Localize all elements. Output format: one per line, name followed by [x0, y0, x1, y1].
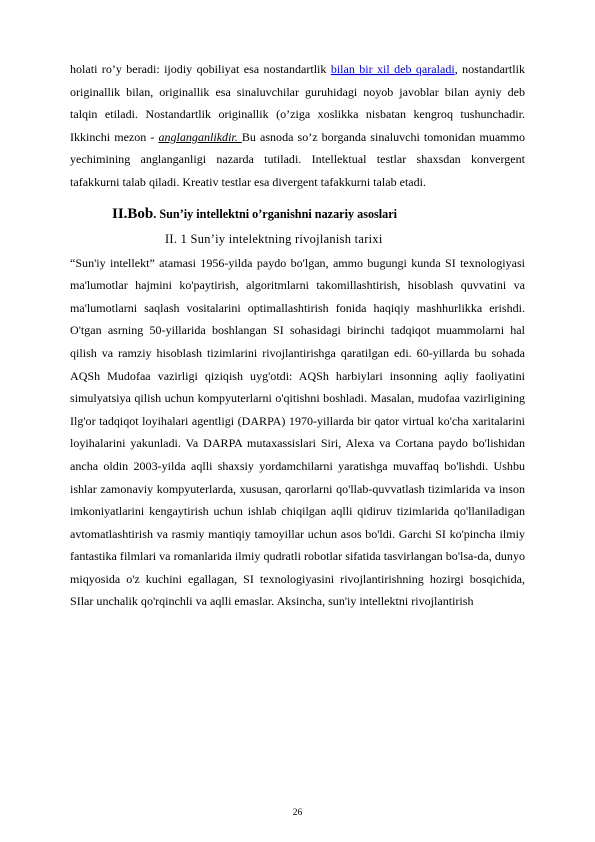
chapter-title: . Sun’iy intellektni o’rganishni nazariy asoslari	[153, 206, 398, 221]
section-heading	[70, 229, 525, 249]
paragraph-intro-text-start: holati ro’y beradi: ijodiy qobiliyat esa nostandartlik	[70, 62, 331, 76]
hyperlink-anglanganlikdir[interactable]: anglanganlikdir.	[158, 129, 242, 144]
section-title: Sun’iy intelektning rivojlanish tarixi	[187, 231, 383, 246]
paragraph-history: “Sun'iy intellekt” atamasi 1956-yilda paydo bo'lgan, ammo bugungi kunda SI texnologiyasi ma'lumotlar hajmini ko'paytirish, algoritmlarni takomillashtirish, hisoblash quvvatini va ma'lumotlarni saqlash vositalarini optimallashtirish fonida haqiqiy mashhurlikka erishdi. O'tgan asrning 50-yillarida boshlangan SI sohasidagi birinchi tadqiqot muammolarni hal qilish va ramziy hisoblash tizimlarini rivojlantirishga qaratilgan edi. 60-yillarda bu sohada AQSh Mudofaa vazirligi qiziqish uyg'otdi: AQSh harbiylari insonning aqliy faoliyatini simulyatsiya qilish uchun kompyuterlarni o'qitishni boshladi. Masalan, mudofaa vazirligining Ilg'or tadqiqot loyihalari agentligi (DARPA) 1970-yillarda bir qator virtual ko'cha xaritalarini loyihalarini yakunladi. Va DARPA mutaxassislari Siri, Alexa va Cortana paydo bo'lishidan ancha oldin 2003-yilda aqlli shaxsiy yordamchilarni yaratishga muvaffaq bo'lishdi. Ushbu ishlar zamonaviy kompyuterlarda, xususan, qarorlarni qo'llab-quvvatlash tizimlarida va inson imkoniyatlarini kengaytirish uchun ishlab chiqilgan aqlli qidiruv tizimlarida qo'llaniladigan avtomatlashtirish va rasmiy mantiqiy tamoyillar uchun asos bo'ldi. Garchi SI ko'pincha ilmiy fantastika filmlari va romanlarida ilmiy qudratli robotlar sifatida tasvirlangan bo'lsa-da, dunyo miqyosida o'z kuchini egallagan, SI texnologiyasini rivojlantirishning hozirgi bosqichida, SIlar unchalik qo'rqinchli va aqlli emaslar. Aksincha, sun'iy intellektni rivojlantirish	[70, 255, 525, 609]
page-number: 26	[292, 808, 303, 818]
paragraph-intro	[70, 58, 525, 194]
paragraph-intro-text-end: Bu asnoda so’z borganda sinaluvchi tomonidan muammo yechimining anglanganligi nazarda tutiladi. Intellektual testlar shaxsdan konvergent tafakkurni talab qiladi. Kreativ testlar esa divergent tafakkurni talab etadi.	[70, 129, 525, 189]
paragraph-intro-text-middle: , nostandartlik originallik bilan, originallik esa sinaluvchilar guruhidagi noyob javoblar bilan ayniy deb talqin etiladi. Nostandartlik originallik (o’ziga xoslikka nisbatan kengroq tushunchadir. Ikkinchi mezon -	[70, 62, 525, 144]
chapter-number: II.Bob	[112, 205, 154, 222]
chapter-heading	[70, 204, 525, 224]
section-number: II. 1	[165, 231, 188, 246]
hyperlink-bilan-bir-xil[interactable]: bilan bir xil deb qaraladi	[330, 62, 455, 76]
document-page	[70, 58, 525, 613]
